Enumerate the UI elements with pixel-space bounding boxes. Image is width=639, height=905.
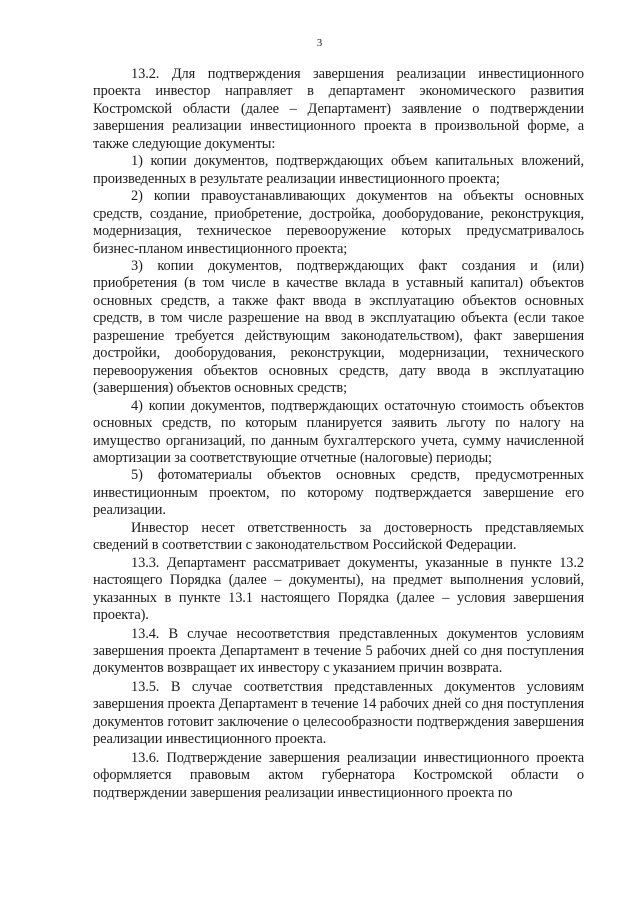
paragraph-13-2: 13.2. Для подтверждения завершения реализации инвестиционного проекта инвестор направляет в департамент экономического развития Костромской области (далее – Департамент) заявление о подтверждении завершения реализации инвестиционного проекта в произвольной форме, а также следующие документы: [93,66,584,152]
paragraph-13-3: 13.3. Департамент рассматривает документы, указанные в пункте 13.2 настоящего Порядка (далее – документы), на предмет выполнения условий, указанных в пункте 13.1 настоящего Порядка (далее – условия завершения проекта). [93,554,584,624]
list-item-4: 4) копии документов, подтверждающих остаточную стоимость объектов основных средств, по которым планируется заявить льготу по налогу на имущество организаций, по данным бухгалтерского учета, сумму начисленной амортизации за соответствующие отчетные (налоговые) периоды; [93,397,584,466]
list-item-5: 5) фотоматериалы объектов основных средств, предусмотренных инвестиционным проектом, по которому подтверждается завершение его реализации. [93,467,584,519]
paragraph-13-6: 13.6. Подтверждение завершения реализации инвестиционного проекта оформляется правовым актом губернатора Костромской области о подтверждении завершения реализации инвестиционного проекта по [93,749,584,801]
document-body [93,66,584,802]
list-item-3: 3) копии документов, подтверждающих факт создания и (или) приобретения (в том числе в качестве вклада в уставный капитал) объектов основных средств, а также факт ввода в эксплуатацию объектов основных средств, в том числе разрешение на ввод в эксплуатацию объекта (если такое разрешение требуется действующим законодательством), факт завершения достройки, дооборудования, реконструкции, модернизации, технического перевооружения объектов основных средств, дату ввода в эксплуатацию (завершения) объектов основных средств; [93,257,584,397]
paragraph-13-5: 13.5. В случае соответствия представленных документов условиям завершения проекта Департамент в течение 14 рабочих дней со дня поступления документов готовит заключение о целесообразности подтверждения завершения реализации инвестиционного проекта. [93,678,584,748]
paragraph-investor-responsibility: Инвестор несет ответственность за достоверность представляемых сведений в соответствии с законодательством Российской Федерации. [93,519,584,554]
page-number: 3 [316,37,323,49]
list-item-2: 2) копии правоустанавливающих документов на объекты основных средств, создание, приобретение, достройка, дооборудование, реконструкция, модернизация, техническое перевооружение которых предусматривалось бизнес-планом инвестиционного проекта; [93,188,584,257]
paragraph-13-4: 13.4. В случае несоответствия представленных документов условиям завершения проекта Департамент в течение 5 рабочих дней со дня поступления документов возвращает их инвестору с указанием причин возврата. [93,625,584,677]
list-item-1: 1) копии документов, подтверждающих объем капитальных вложений, произведенных в результате реализации инвестиционного проекта; [93,153,584,187]
